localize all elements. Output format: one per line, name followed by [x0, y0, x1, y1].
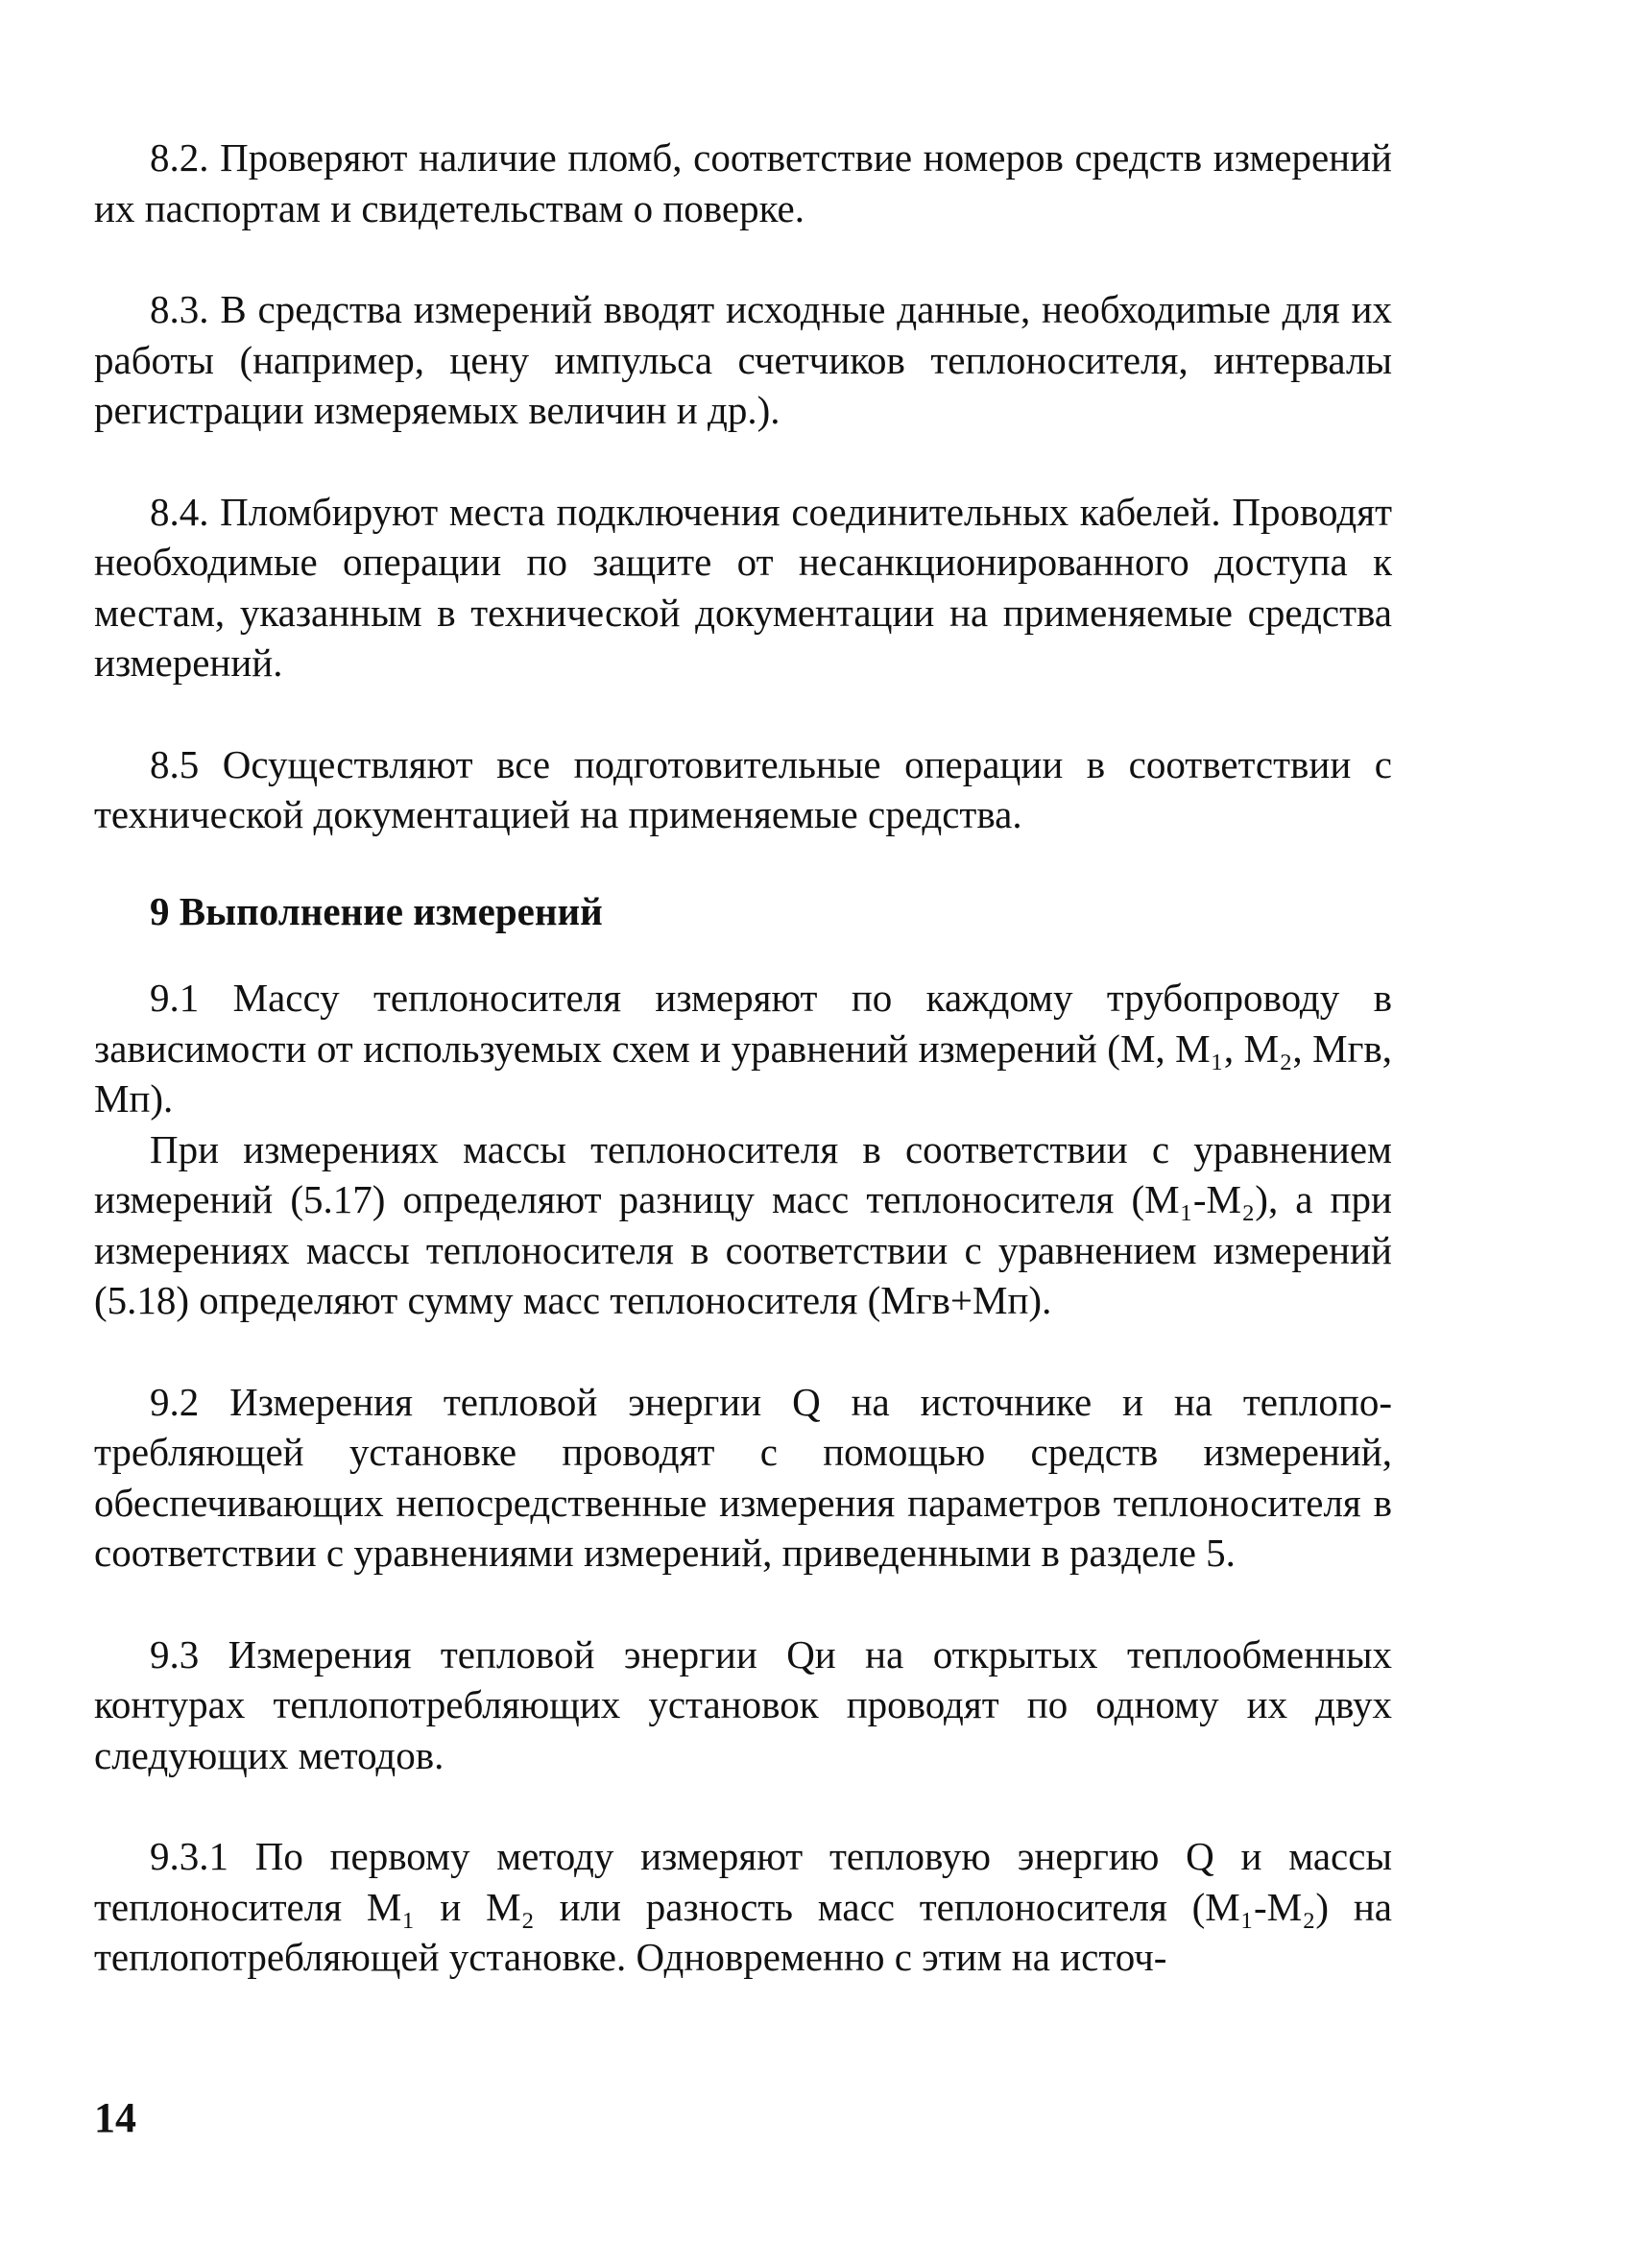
- section-heading-9: 9 Выполнение измерений: [150, 888, 603, 933]
- paragraph-9-1-continuation: При измерениях массы теплоносителя в соответствии с уравнением измерений (5.17) определяют разницу масс теплоносителя (М₁-М₂), а при измерениях массы теплоносителя в соответствии с уравнением измерений (5.18) определяют сумму масс теплоносителя (Мгв+Мп).: [94, 1126, 1392, 1322]
- paragraph-8-4: 8.4. Пломбируют места подключения соединительных кабелей. Проводят необходимые операции по защите от несанкционированного доступа к местам, указанным в технической документации на применяемые средства измерений.: [94, 489, 1392, 685]
- page-number: 14: [94, 2094, 136, 2141]
- paragraph-9-3-1: 9.3.1 По первому методу измеряют тепловую энергию Q и массы теплоносителя М₁ и М₂ или разность масс теплоносителя (М₁-М₂) на теплопотребляющей установке. Одновременно с этим на источ-: [94, 1834, 1392, 1979]
- paragraph-9-3: 9.3 Измерения тепловой энергии Qи на открытых теплообменных контурах теплопотребляющих установок проводят по одному их двух следующих методов.: [94, 1631, 1392, 1777]
- paragraph-8-3: 8.3. В средства измерений вводят исходные данные, необходиmые для их работы (например, цену импульса счетчиков теплоносителя, интервалы регистрации измеряемых величин и др.).: [94, 287, 1392, 432]
- paragraph-8-5: 8.5 Осуществляют все подготовительные операции в соответствии с технической документацией на применяемые средства.: [94, 741, 1392, 836]
- paragraph-9-1: 9.1 Массу теплоносителя измеряют по каждому трубопроводу в зависимости от используемых схем и уравнений измерений (М, М₁, М₂, Мгв, Мп).: [94, 976, 1392, 1121]
- page-body: [94, 133, 1392, 1983]
- paragraph-9-2: 9.2 Измерения тепловой энергии Q на источнике и на теплопотребляющей установке проводят с помощью средств измерений, обеспечивающих непосредственные измерения параметров теплоносителя в соответствии с уравнениями измерений, приведенными в разделе 5.: [94, 1379, 1392, 1575]
- paragraph-8-2: 8.2. Проверяют наличие пломб, соответствие номеров средств измерений их паспортам и свидетельствам о поверке.: [94, 135, 1392, 230]
